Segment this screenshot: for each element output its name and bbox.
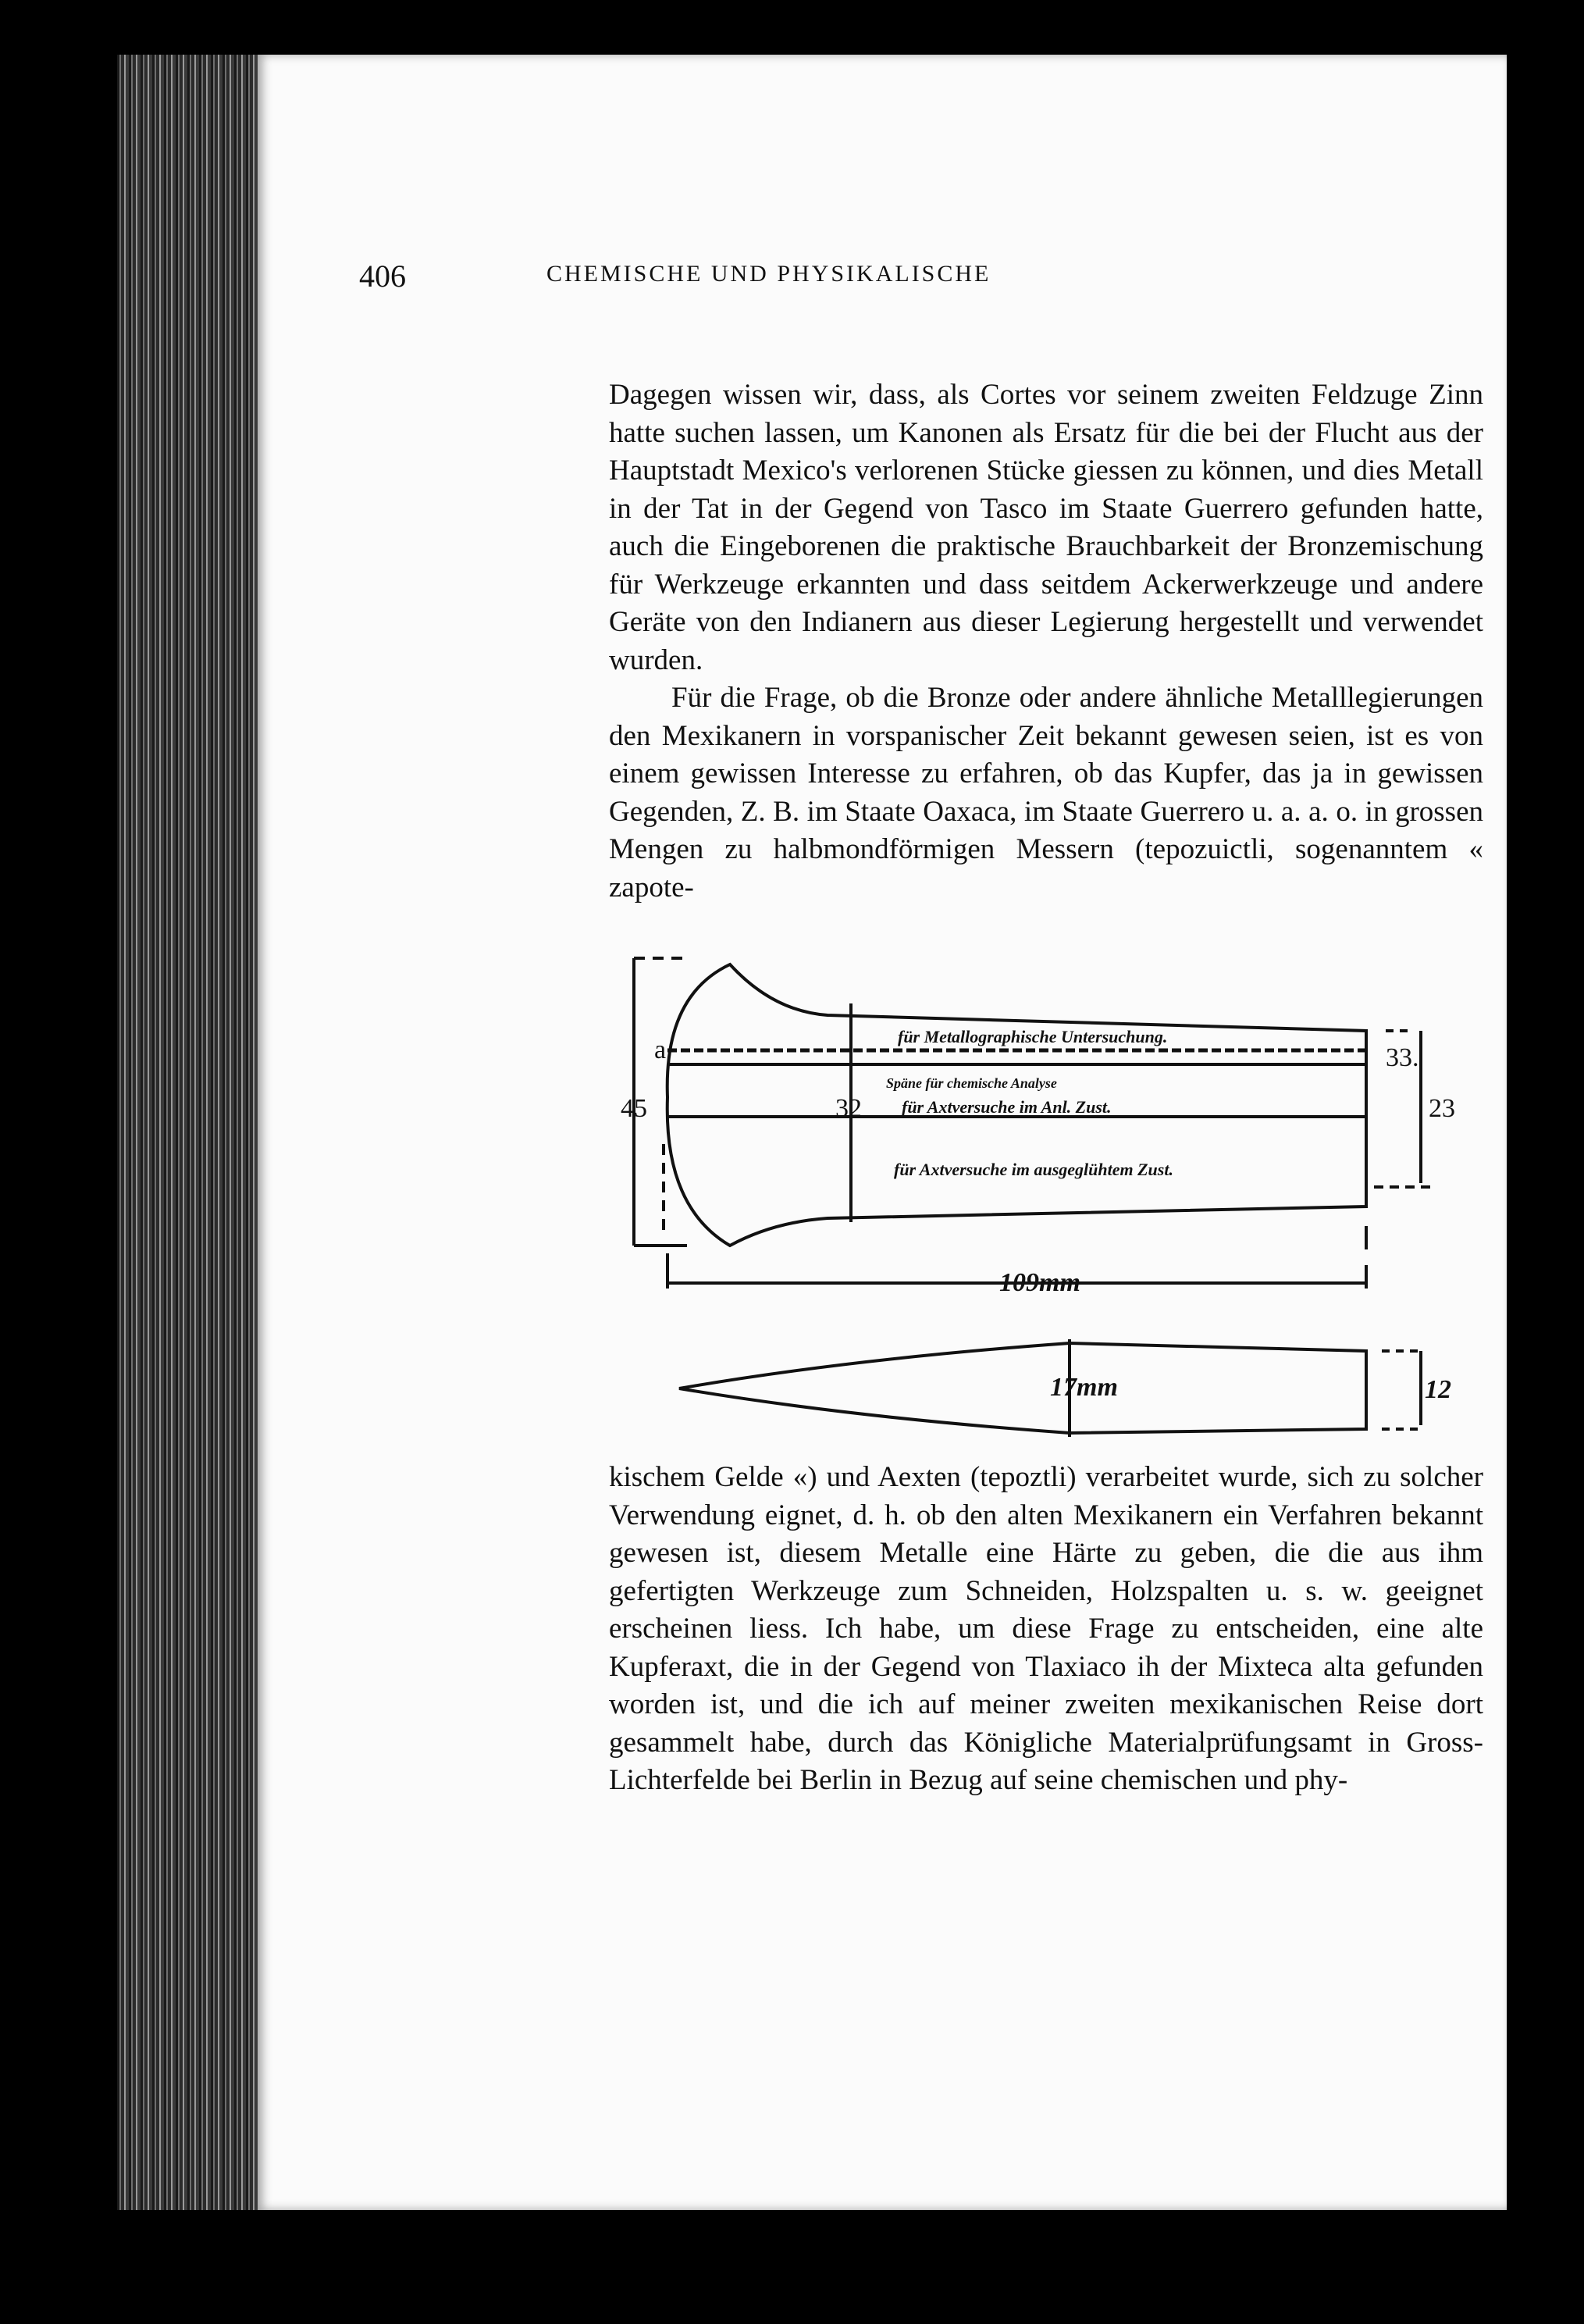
label-metallography: für Metallographische Untersuchung. bbox=[898, 1027, 1168, 1046]
label-chemical: Späne für chemische Analyse bbox=[886, 1075, 1057, 1091]
axe-diagram bbox=[617, 941, 1483, 1456]
text-block-top bbox=[609, 376, 1483, 907]
page-number: 406 bbox=[359, 258, 406, 294]
dim-length: 109mm bbox=[999, 1268, 1080, 1297]
text-block-bottom bbox=[609, 1459, 1483, 1800]
axe-side-view bbox=[679, 1343, 1366, 1433]
paragraph: kischem Gelde «) und Aexten (tepoztli) verarbeitet wurde, sich zu solcher Verwendung eignet, d. h. ob den alten Mexikanern ein Verfahren bekannt gewesen ist, diesem Metalle eine Härte zu geben, die die aus ihm gefertigten Werkzeuge zum Schneiden, Holzspalten u. s. w. geeignet erscheinen liess. Ich habe, um diese Frage zu entscheiden, eine alte Kupferaxt, die in der Gegend von Tlaxiaco ih der Mixteca alta gefunden worden ist, und die ich auf meiner zweiten mexikanischen Reise dort gesammelt habe, durch das Königliche Materialprüfungsamt in Gross-Lichterfelde bei Berlin in Bezug auf seine chemischen und phy- bbox=[609, 1461, 1483, 1796]
dim-23: 23 bbox=[1429, 1094, 1455, 1123]
paragraph: Dagegen wissen wir, dass, als Cortes vor seinem zweiten Feldzuge Zinn hatte suchen lassen, um Kanonen als Ersatz für die bei der Flucht aus der Hauptstadt Mexico's verlorenen Stücke giessen zu können, und dies Metall in der Tat in der Gegend von Tasco im Staate Guerrero gefunden hatte, auch die Eingeborenen die praktische Brauchbarkeit der Bronzemischung für Werkzeuge erkannten und dass seitdem Ackerwerkzeuge und andere Geräte von den Indianern aus dieser Legierung hergestellt und verwendet wurden. bbox=[609, 379, 1483, 676]
book-edge bbox=[117, 55, 258, 2210]
dim-33: 33. bbox=[1386, 1043, 1419, 1072]
dim-center-32: 32 bbox=[835, 1094, 862, 1123]
label-a: a bbox=[654, 1035, 667, 1064]
label-test-initial: für Axtversuche im Anl. Zust. bbox=[902, 1097, 1112, 1117]
dim-thickness: 17mm bbox=[1050, 1373, 1118, 1402]
dim-edge: 12 bbox=[1425, 1375, 1451, 1404]
running-head: CHEMISCHE UND PHYSIKALISCHE bbox=[546, 261, 991, 287]
paragraph: Für die Frage, ob die Bronze oder andere ähnliche Metalllegierungen den Mexikanern in vorspanischer Zeit bekannt gewesen seien, ist es von einem gewissen Interesse zu erfahren, ob das Kupfer, das ja in gewissen Gegenden, Z. B. im Staate Oaxaca, im Staate Guerrero u. a. a. o. in grossen Mengen zu halbmondförmigen Messern (tepozuictli, sogenanntem « zapote- bbox=[609, 682, 1483, 904]
dim-height-45: 45 bbox=[621, 1094, 647, 1123]
label-test-annealed: für Axtversuche im ausgeglühtem Zust. bbox=[894, 1160, 1173, 1179]
